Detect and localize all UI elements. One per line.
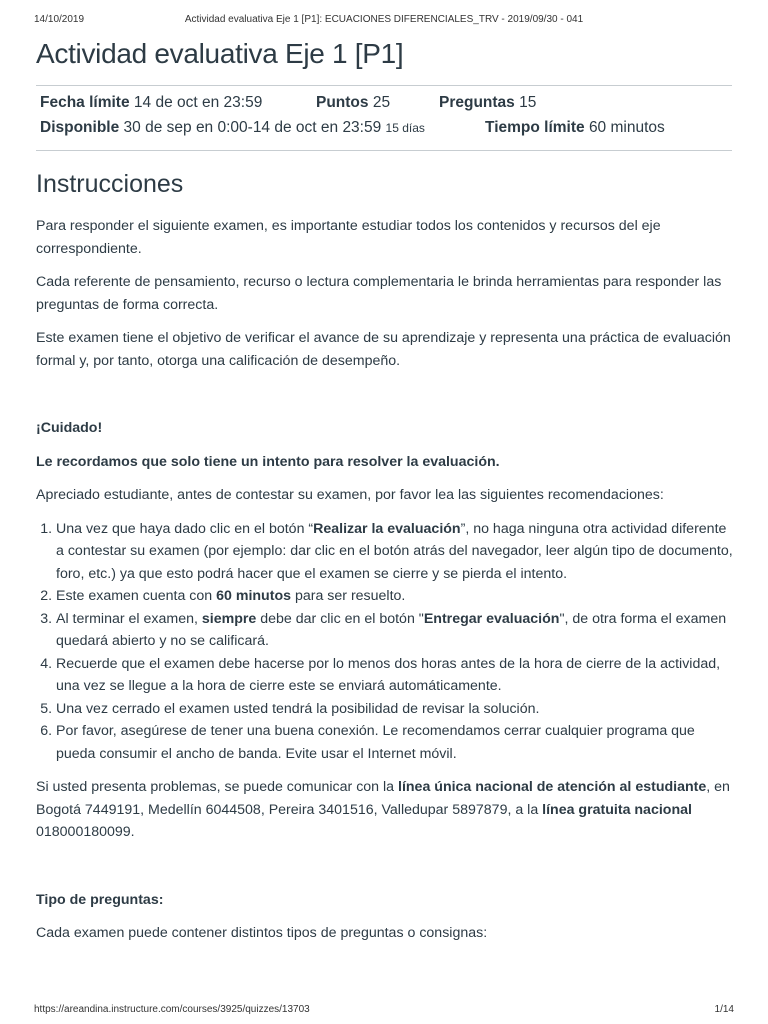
page-number: 1/14 (714, 1004, 734, 1015)
print-title: Actividad evaluativa Eje 1 [P1]: ECUACIONES DIFERENCIALES_TRV - 2019/09/30 - 041 (184, 14, 584, 25)
list-item: 2. Este examen cuenta con 60 minutos para ser resuelto. (56, 585, 736, 608)
available-label: Disponible (40, 119, 120, 136)
question-types-text: Cada examen puede contener distintos tipos de preguntas o consignas: (36, 925, 488, 941)
time-limit-label: Tiempo límite (485, 119, 585, 136)
list-item: 3. Al terminar el examen, siempre debe dar clic en el botón "Entregar evaluación", de otra forma el examen quedará abierto y no se calificará. (56, 608, 736, 653)
time-limit-meta (485, 119, 665, 137)
available-value: 30 de sep en 0:00-14 de oct en 23:59 (123, 119, 382, 136)
contact-info: Si usted presenta problemas, se puede comunicar con la línea única nacional de atención al estudiante, en Bogotá 7449191, Medellín 6044508, Pereira 3401516, Valledupar 5897879, a la línea gratuita nacional 018000180099. (36, 779, 730, 840)
print-date: 14/10/2019 (34, 14, 85, 25)
page-title: Actividad evaluativa Eje 1 [P1] (36, 38, 404, 69)
list-item: 5. Una vez cerrado el examen usted tendrá la posibilidad de revisar la solución. (56, 698, 736, 721)
quiz-meta-row-2 (40, 119, 425, 137)
reminder-text: Le recordamos que solo tiene un intento para resolver la evaluación. (36, 453, 500, 470)
points-value: 25 (372, 94, 391, 111)
instructions-heading: Instrucciones (36, 170, 184, 198)
divider-top (36, 85, 732, 86)
questions-meta (439, 94, 536, 112)
instructions-paragraph: Para responder el siguiente examen, es importante estudiar todos los contenidos y recursos del eje correspondiente. (36, 218, 661, 257)
questions-label: Preguntas (439, 94, 515, 111)
divider-bottom (36, 150, 732, 151)
instructions-paragraph: Este examen tiene el objetivo de verificar el avance de su aprendizaje y representa una práctica de evaluación formal y, por tanto, otorga una calificación de desempeño. (36, 330, 731, 369)
question-types-heading: Tipo de preguntas: (36, 891, 164, 908)
time-limit-value: 60 minutos (588, 119, 665, 136)
points-meta (316, 94, 390, 112)
recommendations-intro: Apreciado estudiante, antes de contestar su examen, por favor lea las siguientes recomendaciones: (36, 487, 664, 503)
due-value: 14 de oct en 23:59 (133, 94, 263, 111)
warning-text: ¡Cuidado! (36, 420, 103, 436)
list-item: 6. Por favor, asegúrese de tener una buena conexión. Le recomendamos cerrar cualquier programa que pueda consumir el ancho de banda. Evite usar el Internet móvil. (56, 720, 736, 765)
print-url: https://areandina.instructure.com/courses/3925/quizzes/13703 (34, 1004, 310, 1015)
list-item: 4. Recuerde que el examen debe hacerse por lo menos dos horas antes de la hora de cierre de la actividad, una vez se llegue a la hora de cierre este se enviará automáticamente. (56, 653, 736, 698)
available-days: 15 días (385, 121, 425, 135)
recommendations-list (36, 518, 736, 766)
questions-value: 15 (519, 94, 537, 111)
points-label: Puntos (316, 94, 369, 111)
due-label: Fecha límite (40, 94, 130, 111)
list-item: 1. Una vez que haya dado clic en el botón “Realizar la evaluación”, no haga ninguna otra actividad diferente a contestar su examen (por ejemplo: dar clic en el botón atrás del navegador, leer algún tipo de documento, foro, etc.) ya que esto podrá hacer que el examen se cierre y se pierda el intento. (56, 518, 736, 586)
quiz-meta-row-1 (40, 94, 262, 112)
instructions-paragraph: Cada referente de pensamiento, recurso o lectura complementaria le brinda herramientas para responder las preguntas de forma correcta. (36, 274, 722, 313)
instructions-body (36, 215, 736, 956)
